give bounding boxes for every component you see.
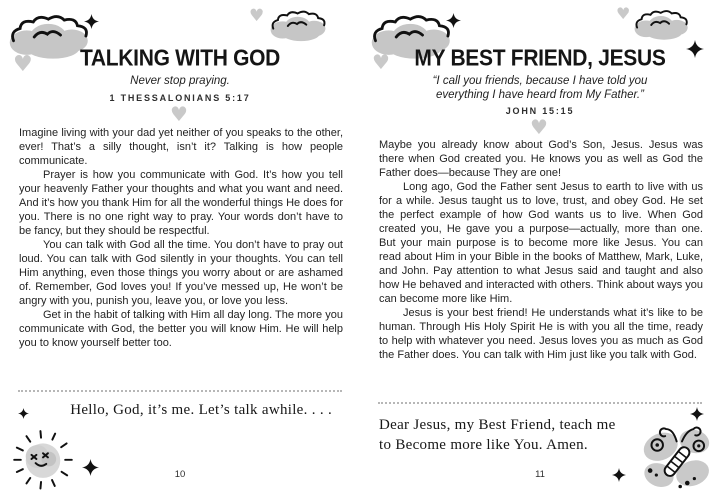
heart-icon: ♥ (170, 102, 188, 126)
heart-icon: ♥ (372, 50, 390, 74)
dotted-divider (378, 402, 702, 404)
heart-icon: ♥ (616, 4, 631, 23)
body-paragraph: Get in the habit of talking with Him all day long. The more you communicate with God, the better you will know Him. He will help you to know yourself better too. (19, 309, 343, 349)
page-number: 10 (174, 469, 186, 480)
butterfly-icon (636, 418, 720, 502)
page-title: MY BEST FRIEND, JESUS (414, 46, 666, 71)
cloud-icon (268, 3, 334, 49)
heart-icon: ♥ (530, 115, 548, 139)
smiling-sun-icon (6, 422, 80, 496)
prayer-line: to Become more like You. Amen. (379, 437, 588, 453)
body-paragraph: Imagine living with your dad yet neither of you speaks to the other, ever! That’s a silly thought, isn’t it? Talking is how people communicate. (19, 127, 343, 167)
right-page-header (380, 46, 700, 116)
verse-text: Never stop praying. (130, 75, 230, 87)
prayer-line: Dear Jesus, my Best Friend, teach me (379, 417, 616, 433)
sparkle-icon (18, 408, 29, 419)
body-paragraph: Jesus is your best friend! He understands what it’s like to be human. Through His Holy Spirit He is with you all the time, ready to help with whatever you need. Jesus loves you as much as God the Father does. You can talk with Him just like you talk with God. (379, 307, 703, 361)
prayer-text (379, 415, 660, 455)
left-page-header (20, 46, 340, 103)
verse-reference: JOHN 15:15 (505, 106, 575, 116)
body-paragraph: Maybe you already know about God’s Son, Jesus. Jesus was there when God created you. He knows you as well as God the Father does—because They are one! (379, 139, 703, 179)
prayer-text: Hello, God, it’s me. Let’s talk awhile. . . . (70, 402, 332, 418)
sparkle-icon (84, 14, 99, 29)
right-page (360, 0, 720, 504)
verse-line: “I call you friends, because I have told you (432, 75, 648, 87)
right-page-body (379, 138, 703, 362)
verse-text (380, 75, 700, 102)
body-paragraph: Prayer is how you communicate with God. It’s how you tell your heavenly Father your thoughts and what you want and need. And it’s how you thank Him for all the wonderful things He does for you. There is no one right way to pray. Your words don’t have to be fancy, but they should be respectful. (19, 169, 343, 237)
verse-line: everything I have heard from My Father.” (436, 88, 644, 101)
body-paragraph: You can talk with God all the time. You don’t have to pray out loud. You can talk with God silently in your thoughts. You can tell Him anything, even those things you worry about or are ashamed of. Remember, God loves you! If you’ve messed up, He won’t be angry with you, punish you, leave you, or love you less. (19, 239, 343, 307)
verse-reference: 1 THESSALONIANS 5:17 (109, 92, 251, 103)
sparkle-icon (446, 13, 461, 28)
heart-icon: ♥ (249, 6, 265, 26)
dotted-divider (18, 390, 342, 392)
heart-icon: ♥ (13, 52, 33, 77)
left-page-body (19, 126, 343, 350)
page-title: TALKING WITH GOD (79, 46, 281, 71)
body-paragraph: Long ago, God the Father sent Jesus to earth to live with us for a while. Jesus taught us to love, trust, and obey God. He set the perfect example of how God wants us to live. When God created you, He gave you a purpose—actually, more than one. But your main purpose is to become more like Jesus. You can read about Him in your Bible in the books of Matthew, Mark, Luke, and John. Pay attention to what Jesus said and taught and also how He behaved and interacted with others. Think about ways you can become more like Him. (379, 181, 703, 305)
page-number: 11 (535, 469, 545, 480)
